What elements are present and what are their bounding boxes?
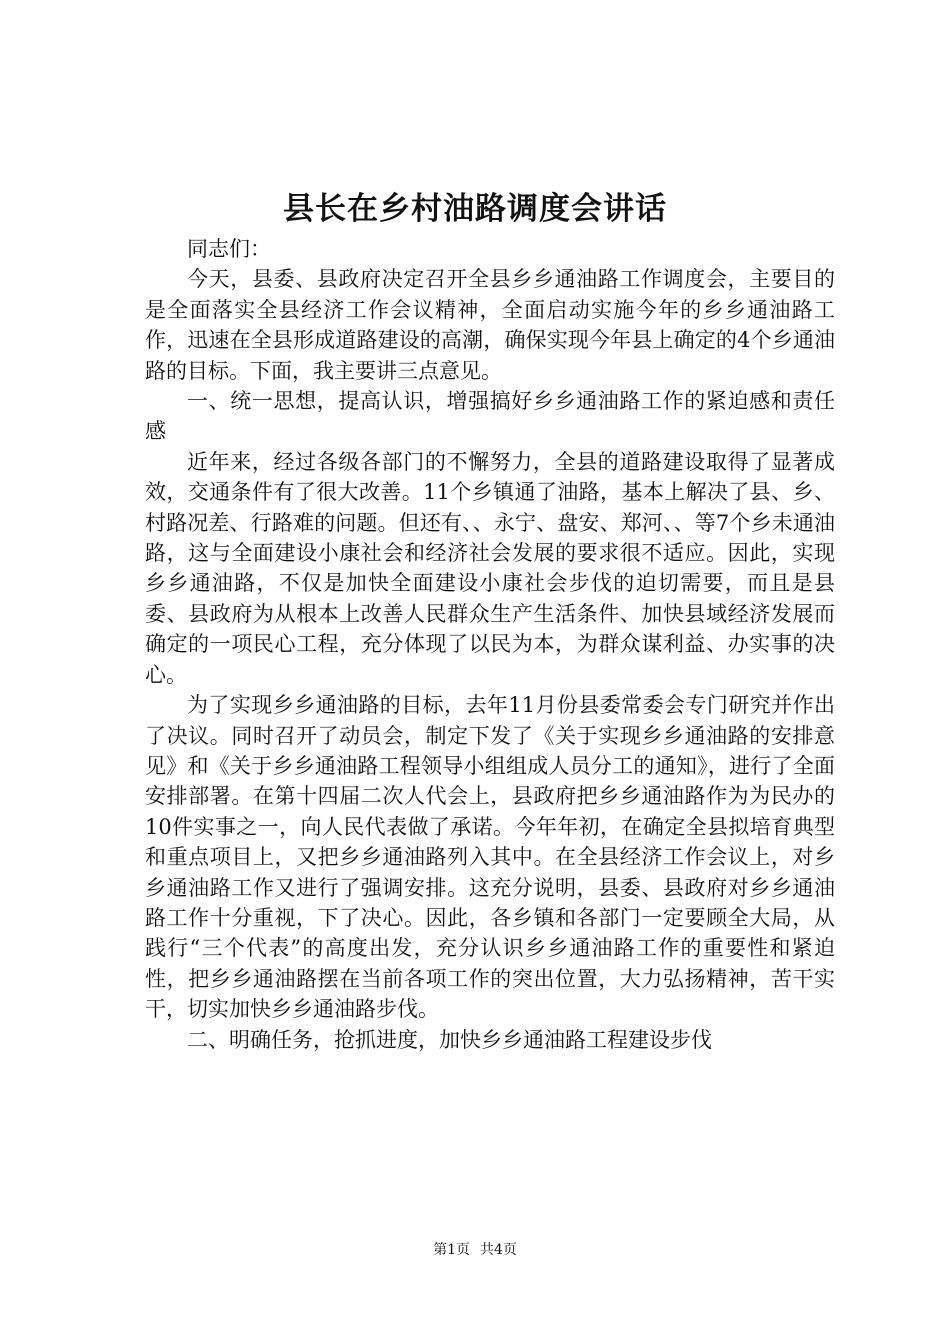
page-footer: [0, 1240, 950, 1260]
document-body: [145, 234, 835, 1055]
body-paragraph: 近年来，经过各级各部门的不懈努力，全县的道路建设取得了显著成效，交通条件有了很大改善。11个乡镇通了油路，基本上解决了县、乡、村路况差、行路难的问题。但还有、、永宁、盘安、郑河、、等7个乡未通油路，这与全面建设小康社会和经济社会发展的要求很不适应。因此，实现乡乡通油路，不仅是加快全面建设小康社会步伐的迫切需要，而且是县委、县政府为从根本上改善人民群众生产生活条件、加快县域经济发展而确定的一项民心工程，充分体现了以民为本，为群众谋利益、办实事的决心。: [145, 449, 835, 687]
section-heading-2: 二、明确任务，抢抓进度，加快乡乡通油路工程建设步伐: [187, 1027, 712, 1052]
salutation-paragraph: 同志们：: [187, 237, 271, 261]
intro-paragraph: 今天，县委、县政府决定召开全县乡乡通油路工作调度会，主要目的是全面落实全县经济工作会议精神，全面启动实施今年的乡乡通油路工作，迅速在全县形成道路建设的高潮，确保实现今年县上确定的4个乡通油路的目标。下面，我主要讲三点意见。: [145, 267, 835, 383]
page-number: 第1页: [433, 1242, 470, 1258]
page-total: 共4页: [480, 1242, 517, 1258]
body-paragraph: 为了实现乡乡通油路的目标，去年11月份县委常委会专门研究并作出了决议。同时召开了动员会，制定下发了《关于实现乡乡通油路的安排意见》和《关于乡乡通油路工程领导小组组成人员分工的通知》，进行了全面安排部署。在第十四届二次人代会上，县政府把乡乡通油路作为为民办的10件实事之一，向人民代表做了承诺。今年年初，在确定全县拟培育典型和重点项目上，又把乡乡通油路列入其中。在全县经济工作会议上，对乡乡通油路工作又进行了强调安排。这充分说明，县委、县政府对乡乡通油路工作十分重视，下了决心。因此，各乡镇和各部门一定要顾全大局，从践行“三个代表”的高度出发，充分认识乡乡通油路工作的重要性和紧迫性，把乡乡通油路摆在当前各项工作的突出位置，大力弘扬精神，苦干实干，切实加快乡乡通油路步伐。: [145, 693, 835, 1022]
section-heading-1: 一、统一思想，提高认识，增强搞好乡乡通油路工作的紧迫感和责任感: [145, 389, 835, 444]
document-title: 县长在乡村油路调度会讲话: [283, 191, 667, 227]
